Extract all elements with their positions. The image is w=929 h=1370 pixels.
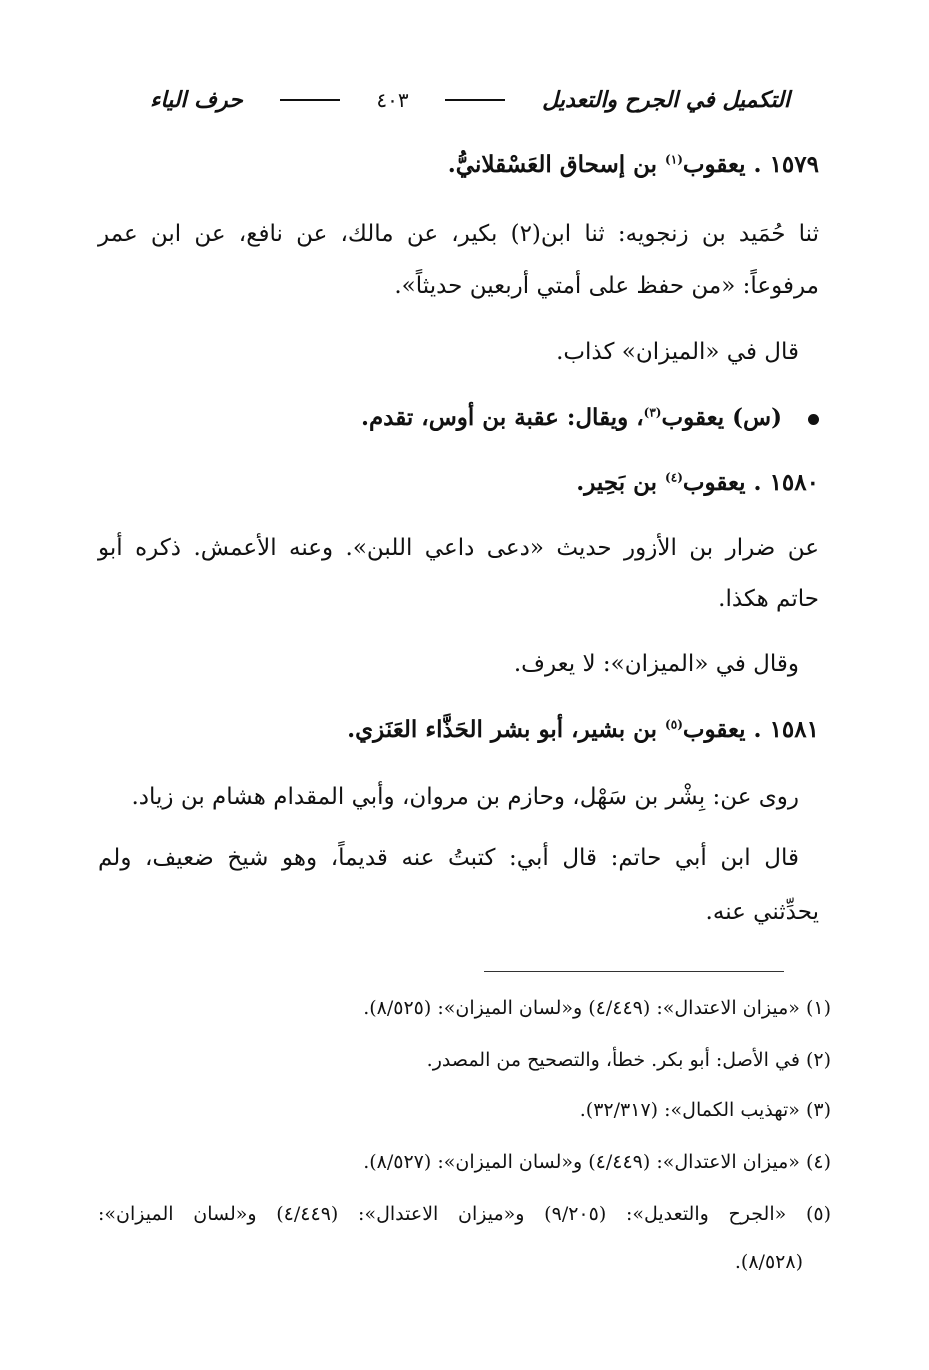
entry-heading-text: ١٥٧٩ . يعقوب — [682, 151, 819, 178]
footnote-4: (٤) «ميزان الاعتدال»: (٤/٤٤٩) و«لسان الميزان»: (٨/٥٢٧). — [363, 1151, 831, 1173]
footnote-5: (٥) «الجرح والتعديل»: (٩/٢٠٥) و«ميزان الاعتدال»: (٤/٤٤٩) و«لسان الميزان»: — [98, 1203, 832, 1225]
footnote-ref: (٣) — [643, 405, 662, 420]
entry-heading-text: بن إسحاق العَسْقلانيُّ. — [447, 151, 666, 178]
entry-heading-text: ١٥٨٠ . يعقوب — [682, 469, 819, 496]
entry-heading-1580 — [576, 463, 819, 503]
header-dash — [280, 99, 340, 101]
footnote-ref: (١) — [665, 152, 683, 167]
footnote-2: (٢) في الأصل: أبو بكر. خطأ، والتصحيح من المصدر. — [426, 1049, 831, 1071]
header-dash — [445, 99, 505, 101]
footnote-ref: (٥) — [665, 717, 683, 732]
running-header — [150, 82, 790, 118]
entry-heading-text: ، ويقال: عقبة بن أوس، تقدم. — [360, 404, 644, 431]
entry-heading-text: بن بَحِير. — [576, 469, 666, 496]
header-section: حرف الياء — [150, 87, 243, 113]
entry-body-line: ثنا حُمَيد بن زنجويه: ثنا ابن(٢) بكير، عن مالك، عن نافع، عن ابن عمر — [98, 221, 819, 247]
entry-heading-text: بن بشير، أبو بشر الحَذَّاء العَنَزي. — [347, 716, 666, 743]
entry-body-line: مرفوعاً: «من حفظ على أمتي أربعين حديثاً». — [394, 273, 819, 299]
footnote-5-continuation: (٨/٥٢٨). — [734, 1251, 803, 1273]
bullet-icon — [808, 414, 819, 425]
entry-heading-text: (س) يعقوب — [661, 404, 782, 431]
entry-body-line: عن ضرار بن الأزور حديث «دعى داعي اللبن». وعنه الأعمش. ذكره أبو — [98, 535, 819, 561]
footnote-1: (١) «ميزان الاعتدال»: (٤/٤٤٩) و«لسان الميزان»: (٨/٥٢٥). — [363, 997, 831, 1019]
entry-heading-bullet — [361, 398, 819, 438]
entry-body-line: يحدِّثني عنه. — [705, 899, 819, 925]
entry-heading-1579 — [448, 145, 819, 185]
entry-heading-text: ١٥٨١ . يعقوب — [682, 716, 819, 743]
entry-body-line: روى عن: بِشْر بن سَهْل، وحازم بن مروان، وأبي المقدام هشام بن زياد. — [131, 784, 799, 810]
footnote-3: (٣) «تهذيب الكمال»: (٣٢/٣١٧). — [579, 1099, 831, 1121]
entry-heading-1581 — [347, 710, 819, 750]
entry-body-line: وقال في «الميزان»: لا يعرف. — [513, 651, 799, 677]
header-book-title: التكميل في الجرح والتعديل — [542, 87, 790, 113]
footnote-separator — [484, 971, 784, 972]
footnote-ref: (٤) — [665, 470, 683, 485]
entry-body-line: حاتم هكذا. — [718, 586, 819, 612]
entry-body-line: قال في «الميزان» كذاب. — [556, 339, 799, 365]
page-number: ٤٠٣ — [376, 88, 409, 112]
entry-body-line: قال ابن أبي حاتم: قال أبي: كتبتُ عنه قديماً، وهو شيخ ضعيف، ولم — [98, 845, 799, 871]
